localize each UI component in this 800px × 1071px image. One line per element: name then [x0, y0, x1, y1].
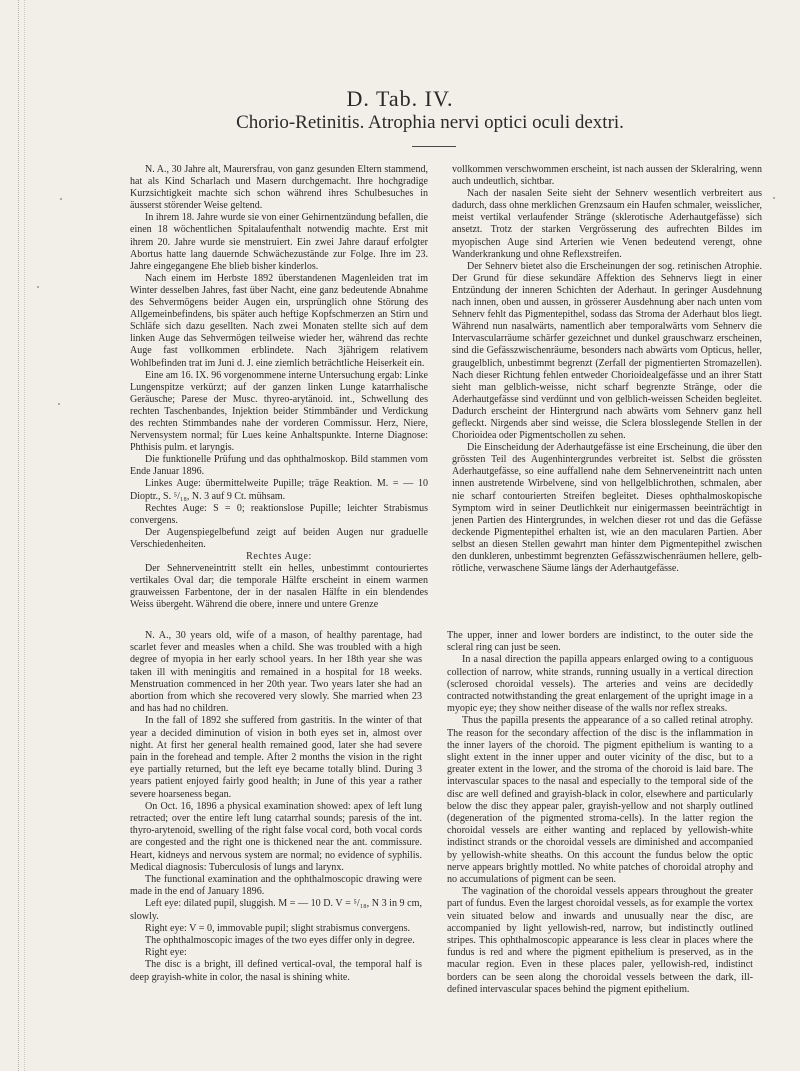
paragraph: Eine am 16. IX. 96 vorgenommene interne Untersuchung ergab: Linke Lungenspitze verkürzt; auf der ganzen linken Lunge katarrhalische Geräusche; Parese der Musc. thyreo-arytänoid. int., Schwellung des rechten Taschenbandes, Injektion beider Stimmbänder und Verdickung des rechten Stimmbandes nahe der vorderen Commissur. Herz, Niere, Nervensystem normal; für Lues keine Anhaltspunkte. Interne Diagnose: Phthisis pulm. et laryngis.	[130, 369, 428, 454]
paragraph: Rechtes Auge: S = 0; reaktionslose Pupille; leichter Strabismus convergens.	[130, 502, 428, 526]
paragraph: vollkommen verschwommen erscheint, ist nach aussen der Skleralring, wenn auch undeutlich, sichtbar.	[452, 164, 762, 188]
margin-speck	[773, 197, 775, 199]
binding-edge-inner	[24, 0, 26, 1071]
paragraph: Linkes Auge: übermittelweite Pupille; träge Reaktion. M. = — 10 Dioptr., S. ⁵/₁₈, N. 3 auf 9 Ct. mühsam.	[130, 478, 428, 502]
german-text-right-column	[452, 164, 762, 575]
paragraph: N. A., 30 Jahre alt, Maurersfrau, von ganz gesunden Eltern stammend, hat als Kind Scharlach und Masern durchgemacht. Ihre hochgradige Kurzsichtigkeit machte sich schon während ihres Schulbesuches in äusserst störender Weise geltend.	[130, 164, 428, 212]
paragraph: Right eye: V = 0, immovable pupil; slight strabismus convergens.	[145, 922, 411, 934]
german-text-left-column	[130, 164, 428, 611]
paragraph: Der Sehnerveneintritt stellt ein helles, unbestimmt contouriertes vertikales Oval dar; die temporale Hälfte erscheint in einem warmen grauweissen Farbentone, der in der nasalen Hälfte in ein blendendes Weiss übergeht. Während die obere, innere und untere Grenze	[130, 563, 428, 611]
paragraph: In a nasal direction the papilla appears enlarged owing to a contiguous collection of narrow, white strands, running usually in a vertical direction (sclerosed choroidal vessels). The arteries and veins are decidedly contracted notwithstanding the great enlargement of the upright image in a myopic eye; they show neither disease of the walls nor reflex streaks.	[447, 654, 753, 715]
margin-speck	[60, 198, 62, 200]
margin-speck	[37, 286, 39, 288]
paragraph: The disc is a bright, ill defined vertical-oval, the temporal half is deep grayish-white in color, the nasal is shining white.	[130, 959, 422, 983]
paragraph: The ophthalmoscopic images of the two eyes differ only in degree.	[145, 935, 415, 947]
section-heading: Right eye:	[145, 947, 187, 959]
paragraph: The upper, inner and lower borders are indistinct, to the outer side the scleral ring can just be seen.	[447, 630, 753, 654]
paragraph: In ihrem 18. Jahre wurde sie von einer Gehirnentzündung befallen, die einen 18 wöchentlichen Spitalaufenthalt notwendig machte. Erst mit ihrem 20. Jahre wurde sie menstruiert. Ein zwei Jahre darauf erfolgter Abortus hatte lang dauernde Schwächezustände zur Folge. Ihre im 23. Jahre eingegangene Ehe blieb bisher kinderlos.	[130, 212, 428, 272]
margin-speck	[58, 403, 60, 405]
binding-edge	[18, 0, 21, 1071]
paragraph: Thus the papilla presents the appearance of a so called retinal atrophy. The reason for the secondary affection of the disc is the inflammation in the inner layers of the choroid. The pigment epithelium is wanting to a slight extent in the inner upper and outer vicinity of the disc, but to a greater extent in the lower, and the stroma of the choroid is laid bare. The intervascular spaces to the nasal and especially to the temporal side of the disc are well defined and grayish-black in color, elsewhere and particularly below the disc they appear paler, grayish-yellow and not sharply outlined (degeneration of the pigmented stroma-cells). In the latter region the choroidal vessels are either wanting and replaced by yellowish-white indistinct strands or the choroidal vessels are diminished and accompanied by yellowish-white sheaths. On this account the fundus below the optic nerve appears brightly mottled. No white patches of choroidal atrophy and no accumulations of pigment can be seen.	[447, 715, 753, 886]
section-heading: Rechtes Auge:	[246, 551, 312, 562]
paragraph: In the fall of 1892 she suffered from gastritis. In the winter of that year a decided diminution of vision in both eyes set in, almost over night. At first her general health remained good, later she had severe pain in the forehead and temple. After 2 months the vision in the right eye partially returned, but the left eye became totally blind. During 3 years patient enjoyed fairly good health; in June of this year a rather severe hoarseness began.	[130, 715, 422, 800]
paragraph: Der Augenspiegelbefund zeigt auf beiden Augen nur graduelle Verschiedenheiten.	[130, 526, 428, 550]
paragraph: N. A., 30 years old, wife of a mason, of healthy parentage, had scarlet fever and measles when a child. She was troubled with a high degree of myopia in her early school years. In her 18th year she was taken ill with meningitis and remained in a hospital for 18 weeks. Menstruation commenced in her 20th year. Two years later she had an abortion from which she recovered very slowly. She married when 23 and has had no children.	[130, 630, 422, 715]
paragraph: On Oct. 16, 1896 a physical examination showed: apex of left lung retracted; over the entire left lung catarrhal sounds; paresis of the int. thyro-arytenoid, swelling of the right false vocal cord, both vocal cords are congested and the right one is thickened near the ant. commissure. Heart, kidneys and nervous system are normal; no evidence of syphilis. Medical diagnosis: Tuberculosis of lungs and larynx.	[130, 800, 422, 873]
plate-title: D. Tab. IV.	[346, 86, 454, 111]
paragraph: Die Einscheidung der Aderhautgefässe ist eine Erscheinung, die über den grössten Teil des Augenhintergrundes verbreitet ist. Selbst die grössten Aderhautgefässe, so eine auffallend nahe dem Sehnerveneintritt nach unten innen austretende Wirbelvene, sind von hellgelblichrothen, schmalen, aber nie scharf contourierten Streifen begleitet. Dieses ophthalmoskopische Symptom wird in seiner Deutlichkeit nur einigermassen beeinträchtigt in jenen Partien des Hintergrundes, in welchen dieser rot und das die Gefässe deckende Pigmentepithel erhalten ist, wie an den macularen Partien. Aber selbst an diesen Stellen gewahrt man hinter dem Pigmentepithel zwischen den dunkleren, unbestimmt begrenzten Gefässzwischenräumen hellere, gelb-rötliche, verwaschene Säume längs der Aderhautgefässe.	[452, 442, 762, 575]
paragraph: Der Sehnerv bietet also die Erscheinungen der sog. retinischen Atrophie. Der Grund für diese sekundäre Affektion des Sehnervs liegt in einer Entzündung der inneren Schichten der Aderhaut. In geringer Ausdehnung nach innen, oben und aussen, in grösserer Ausdehnung aber nach unten vom Sehnerv fehlt das Pigmentepithel, sodass das Stroma der Aderhaut blos liegt. Während nun nasalwärts, namentlich aber temporalwärts vom Sehnerv die Intervascularräume schärfer gezeichnet und dunkel grauschwarz erscheinen, sind die Gefässzwischenräume, besonders nach abwärts vom Opticus, heller, graugelblich, unbestimmt begrenzt (Zerfall der pigmentierten Stromazellen). Nach dieser Richtung fehlen entweder Chorioidealgefässe und an ihrer Statt sieht man gelblich-weisse, nicht scharf begrenzte Stränge, oder die Aderhautgefässe sind verdünnt und von gelblich-weissen Scheiden begleitet. Dadurch erscheint der Hintergrund nach abwärts vom Sehnerv ganz hell gefleckt. Nirgends aber sind weisse, die Sclera blosslegende Stellen in der Chorioidea oder Pigmentschollen zu sehen.	[452, 260, 762, 442]
paragraph: The functional examination and the ophthalmoscopic drawing were made in the end of January 1896.	[130, 874, 422, 898]
paragraph: The vagination of the choroidal vessels appears throughout the greater part of fundus. Even the largest choroidal vessels, as for example the vortex vein situated below and inwards and unusually near the disc, are accompanied by light yellowish-red, narrow, but indistinctly outlined stripes. This ophthalmoscopic appearance is less clear in places where the fundus is red and where the pigment epithelium is preserved, as in the macular region. Even in these places paler, yellowish-red, indistinct borders can be seen along the choroidal vessels between the dark, ill-defined intervascular spaces behind the pigment epithelium.	[447, 886, 753, 995]
english-text-right-column	[447, 630, 753, 1040]
paragraph: Left eye: dilated pupil, sluggish. M = — 10 D. V = ⁵/₁₈, N 3 in 9 cm, slowly.	[130, 898, 422, 922]
paragraph: Nach einem im Herbste 1892 überstandenen Magenleiden trat im Winter desselben Jahres, fast über Nacht, eine ganz bedeutende Abnahme des Sehvermögens beider Augen ein, ursprünglich ohne Störung des Allgemeinbefindens, bis später auch heftige Kopfschmerzen an Stirn und Schläfe sich dazu gesellten. Nach zwei Monaten stellte sich auf dem linken Auge das Sehvermögen teilweise wieder her, während das rechte Auge fast vollkommen erblindete. Nach 3jährigem relativem Wohlbefinden trat im Juni d. J. eine ziemlich beträchtliche Heiserkeit ein.	[130, 272, 428, 369]
paragraph: Nach der nasalen Seite sieht der Sehnerv wesentlich verbreitert aus dadurch, dass ohne merklichen Grenzsaum ein Haufen schmaler, weisslicher, meist vertikal verlaufender Stränge (sklerotische Aderhautgefässe) sich ansetzt. Trotz der starken Vergrösserung des aufrechten Bildes im myopischen Auge sind Arterien wie Venen bedeutend verengt, ohne Wanderkrankung und ohne Reflexstreifen.	[452, 188, 762, 260]
title-rule	[412, 146, 456, 147]
english-text-left-column	[130, 630, 422, 1040]
plate-subtitle: Chorio-Retinitis. Atrophia nervi optici oculi dextri.	[236, 112, 624, 133]
paragraph: Die funktionelle Prüfung und das ophthalmoskop. Bild stammen vom Ende Januar 1896.	[130, 454, 428, 478]
